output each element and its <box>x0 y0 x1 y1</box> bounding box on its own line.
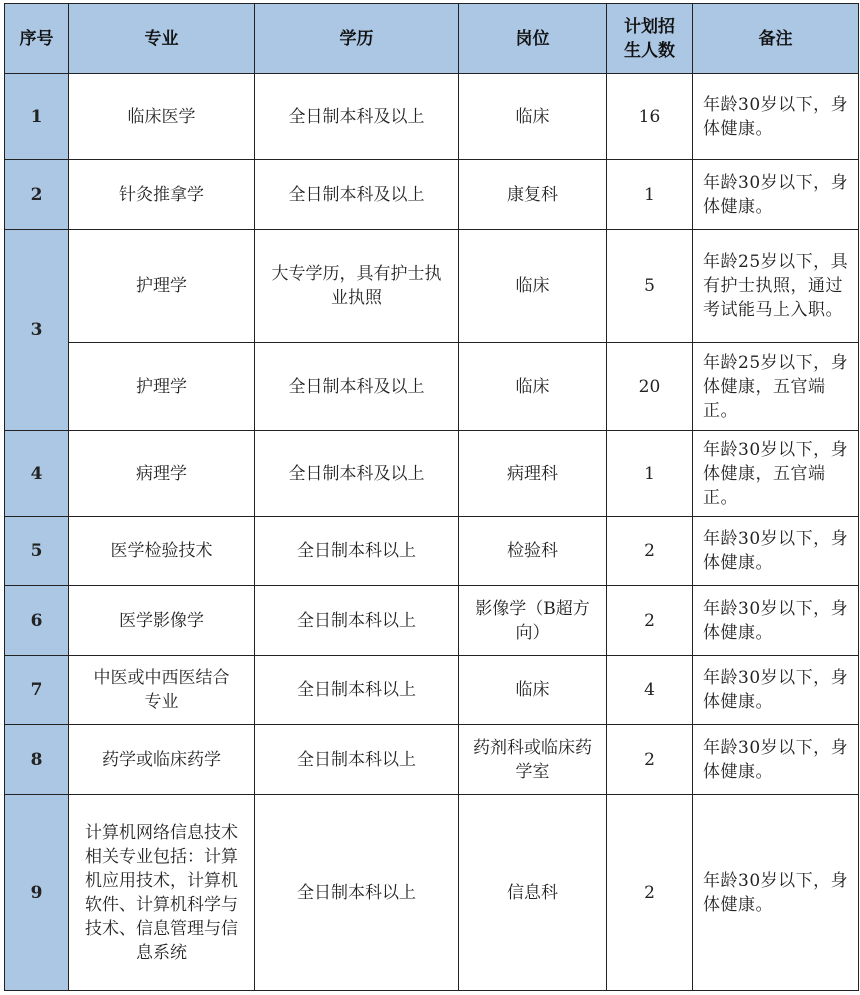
row-count: 2 <box>607 725 693 795</box>
row-education: 全日制本科以上 <box>255 725 459 795</box>
row-no: 9 <box>5 795 69 991</box>
row-position: 影像学（B超方向） <box>459 586 607 656</box>
row-major: 病理学 <box>69 431 255 517</box>
row-position: 临床 <box>459 230 607 343</box>
row-remark: 年龄30岁以下，身体健康。 <box>693 74 859 160</box>
row-count: 1 <box>607 431 693 517</box>
row-major: 护理学 <box>69 230 255 343</box>
row-count: 2 <box>607 795 693 991</box>
header-no: 序号 <box>5 4 69 74</box>
header-major: 专业 <box>69 4 255 74</box>
row-major: 针灸推拿学 <box>69 160 255 230</box>
row-count: 5 <box>607 230 693 343</box>
row-no: 2 <box>5 160 69 230</box>
table-row <box>5 343 859 431</box>
row-remark: 年龄30岁以下，身体健康。 <box>693 795 859 991</box>
row-count: 20 <box>607 343 693 431</box>
row-no: 6 <box>5 586 69 656</box>
row-major: 药学或临床药学 <box>69 725 255 795</box>
row-education: 全日制本科及以上 <box>255 343 459 431</box>
table-row <box>5 656 859 725</box>
row-remark: 年龄25岁以下，身体健康，五官端正。 <box>693 343 859 431</box>
table-row <box>5 517 859 586</box>
header-education: 学历 <box>255 4 459 74</box>
table-row <box>5 230 859 343</box>
row-no: 4 <box>5 431 69 517</box>
row-major: 临床医学 <box>69 74 255 160</box>
row-position: 信息科 <box>459 795 607 991</box>
table-row <box>5 431 859 517</box>
row-education: 全日制本科以上 <box>255 517 459 586</box>
row-remark: 年龄30岁以下，身体健康。 <box>693 517 859 586</box>
row-position: 临床 <box>459 656 607 725</box>
header-row <box>5 4 859 74</box>
row-education: 全日制本科以上 <box>255 586 459 656</box>
header-count: 计划招生人数 <box>607 4 693 74</box>
table-row <box>5 725 859 795</box>
row-no: 1 <box>5 74 69 160</box>
row-no: 7 <box>5 656 69 725</box>
row-major: 医学影像学 <box>69 586 255 656</box>
row-major: 护理学 <box>69 343 255 431</box>
recruitment-table <box>4 3 859 991</box>
table-row <box>5 160 859 230</box>
row-position: 病理科 <box>459 431 607 517</box>
table-row <box>5 795 859 991</box>
row-education: 全日制本科及以上 <box>255 74 459 160</box>
row-no: 5 <box>5 517 69 586</box>
row-education: 大专学历，具有护士执业执照 <box>255 230 459 343</box>
row-education: 全日制本科以上 <box>255 656 459 725</box>
table-row <box>5 74 859 160</box>
header-position: 岗位 <box>459 4 607 74</box>
row-education: 全日制本科及以上 <box>255 160 459 230</box>
row-position: 临床 <box>459 343 607 431</box>
row-remark: 年龄25岁以下，具有护士执照，通过考试能马上入职。 <box>693 230 859 343</box>
row-remark: 年龄30岁以下，身体健康。 <box>693 586 859 656</box>
row-remark: 年龄30岁以下，身体健康。 <box>693 160 859 230</box>
row-major: 医学检验技术 <box>69 517 255 586</box>
row-position: 药剂科或临床药学室 <box>459 725 607 795</box>
row-count: 2 <box>607 586 693 656</box>
header-remark: 备注 <box>693 4 859 74</box>
row-count: 4 <box>607 656 693 725</box>
row-major: 计算机网络信息技术相关专业包括：计算机应用技术，计算机软件、计算机科学与技术、信息管理与信息系统 <box>69 795 255 991</box>
table-row <box>5 586 859 656</box>
row-position: 康复科 <box>459 160 607 230</box>
row-no: 3 <box>5 230 69 431</box>
row-remark: 年龄30岁以下，身体健康。 <box>693 656 859 725</box>
row-education: 全日制本科及以上 <box>255 431 459 517</box>
row-position: 临床 <box>459 74 607 160</box>
row-remark: 年龄30岁以下，身体健康，五官端正。 <box>693 431 859 517</box>
row-education: 全日制本科以上 <box>255 795 459 991</box>
row-count: 2 <box>607 517 693 586</box>
row-no: 8 <box>5 725 69 795</box>
row-remark: 年龄30岁以下，身体健康。 <box>693 725 859 795</box>
row-position: 检验科 <box>459 517 607 586</box>
row-count: 16 <box>607 74 693 160</box>
row-count: 1 <box>607 160 693 230</box>
row-major: 中医或中西医结合专业 <box>69 656 255 725</box>
